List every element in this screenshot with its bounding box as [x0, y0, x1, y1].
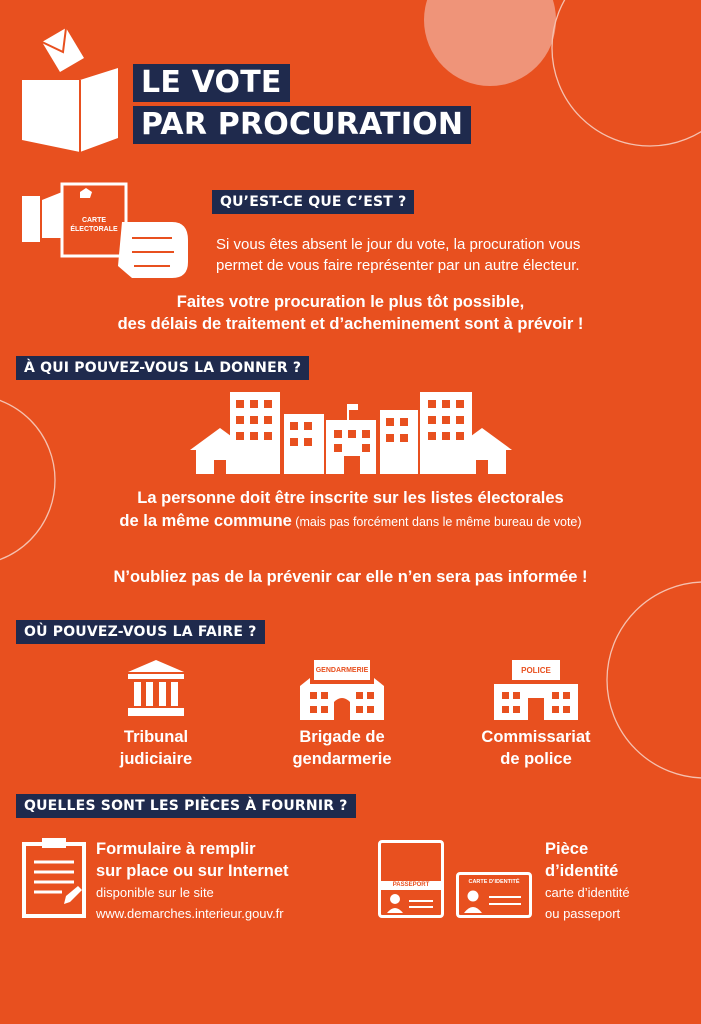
card-label-line-1: CARTE [81, 217, 107, 224]
form-website-link[interactable]: www.demarches.interieur.gouv.fr [96, 906, 284, 921]
place-gendarmerie-line-2: gendarmerie [292, 750, 392, 768]
id-card-illustration [456, 872, 532, 918]
clipboard-form-icon [22, 836, 86, 918]
id-title-line-2: d’identité [545, 862, 619, 880]
passport-illustration [378, 840, 444, 918]
passport-person-icon [385, 893, 437, 913]
section2-line-2-light: (mais pas forcément dans le même bureau de vote) [291, 515, 582, 529]
card-label [64, 216, 124, 234]
section-heading-what: QU’EST-CE QUE C’EST ? [212, 190, 414, 214]
hand-card-icon [22, 182, 192, 292]
gendarmerie-sign: GENDARMERIE [315, 667, 369, 674]
section1-text [216, 234, 686, 276]
emphasis-line-1: Faites votre procuration le plus tôt possible, [176, 293, 525, 311]
place-police-line-1: Commissariat [481, 728, 591, 746]
section-heading-who: À QUI POUVEZ-VOUS LA DONNER ? [16, 356, 309, 380]
place-tribunal-label [86, 726, 226, 770]
idcard-label: CARTE D’IDENTITÉ [468, 879, 520, 885]
police-building [494, 658, 578, 720]
place-police-label [456, 726, 616, 770]
id-sub-line-2: ou passeport [545, 906, 621, 921]
police-sign: POLICE [521, 666, 551, 675]
section2-line-2-bold: de la même commune [119, 512, 292, 530]
courthouse-icon [126, 658, 186, 718]
form-title-line-2: sur place ou sur Internet [96, 862, 289, 880]
section-heading-where: OÙ POUVEZ-VOUS LA FAIRE ? [16, 620, 265, 644]
place-tribunal-line-1: Tribunal [123, 728, 189, 746]
deco-circle-filled [424, 0, 556, 86]
place-gendarmerie-label [262, 726, 422, 770]
form-title-line-1: Formulaire à remplir [96, 840, 256, 858]
section1-text-line-1: Si vous êtes absent le jour du vote, la procuration vous [216, 236, 581, 253]
hand-card-illustration [22, 182, 192, 292]
section2-reminder: N’oubliez pas de la prévenir car elle n’en sera pas informée ! [113, 568, 588, 586]
form-info [96, 838, 376, 924]
section2-line-2 [0, 510, 701, 534]
form-sub-line-1: disponible sur le site [96, 885, 214, 900]
place-tribunal-line-2: judiciaire [119, 750, 193, 768]
deco-circle-outline-top [552, 0, 701, 146]
idcard-person-icon [463, 889, 525, 913]
deco-circle-outline-left [0, 395, 55, 565]
place-gendarmerie-line-1: Brigade de [299, 728, 385, 746]
deco-circle-outline-right [607, 582, 701, 778]
id-title-line-1: Pièce [545, 840, 589, 858]
card-label-line-2: ÉLECTORALE [70, 226, 118, 233]
ballot-box-icon [22, 28, 122, 158]
section-heading-documents: QUELLES SONT LES PIÈCES À FOURNIR ? [16, 794, 356, 818]
city-buildings-icon [190, 388, 512, 474]
title-line-2: PAR PROCURATION [133, 106, 471, 144]
section1-text-line-2: permet de vous faire représenter par un autre électeur. [216, 257, 580, 274]
id-info [545, 838, 695, 924]
place-police-line-2: de police [500, 750, 572, 768]
section2-line-1: La personne doit être inscrite sur les listes électorales [137, 489, 564, 507]
gendarmerie-building [300, 658, 384, 720]
section2-text [0, 487, 701, 534]
passport-label: PASSEPORT [381, 881, 441, 890]
emphasis-line-2: des délais de traitement et d’acheminement sont à prévoir ! [117, 315, 584, 333]
id-sub-line-1: carte d’identité [545, 885, 630, 900]
title-line-1: LE VOTE [133, 64, 290, 102]
section1-emphasis [0, 291, 701, 335]
